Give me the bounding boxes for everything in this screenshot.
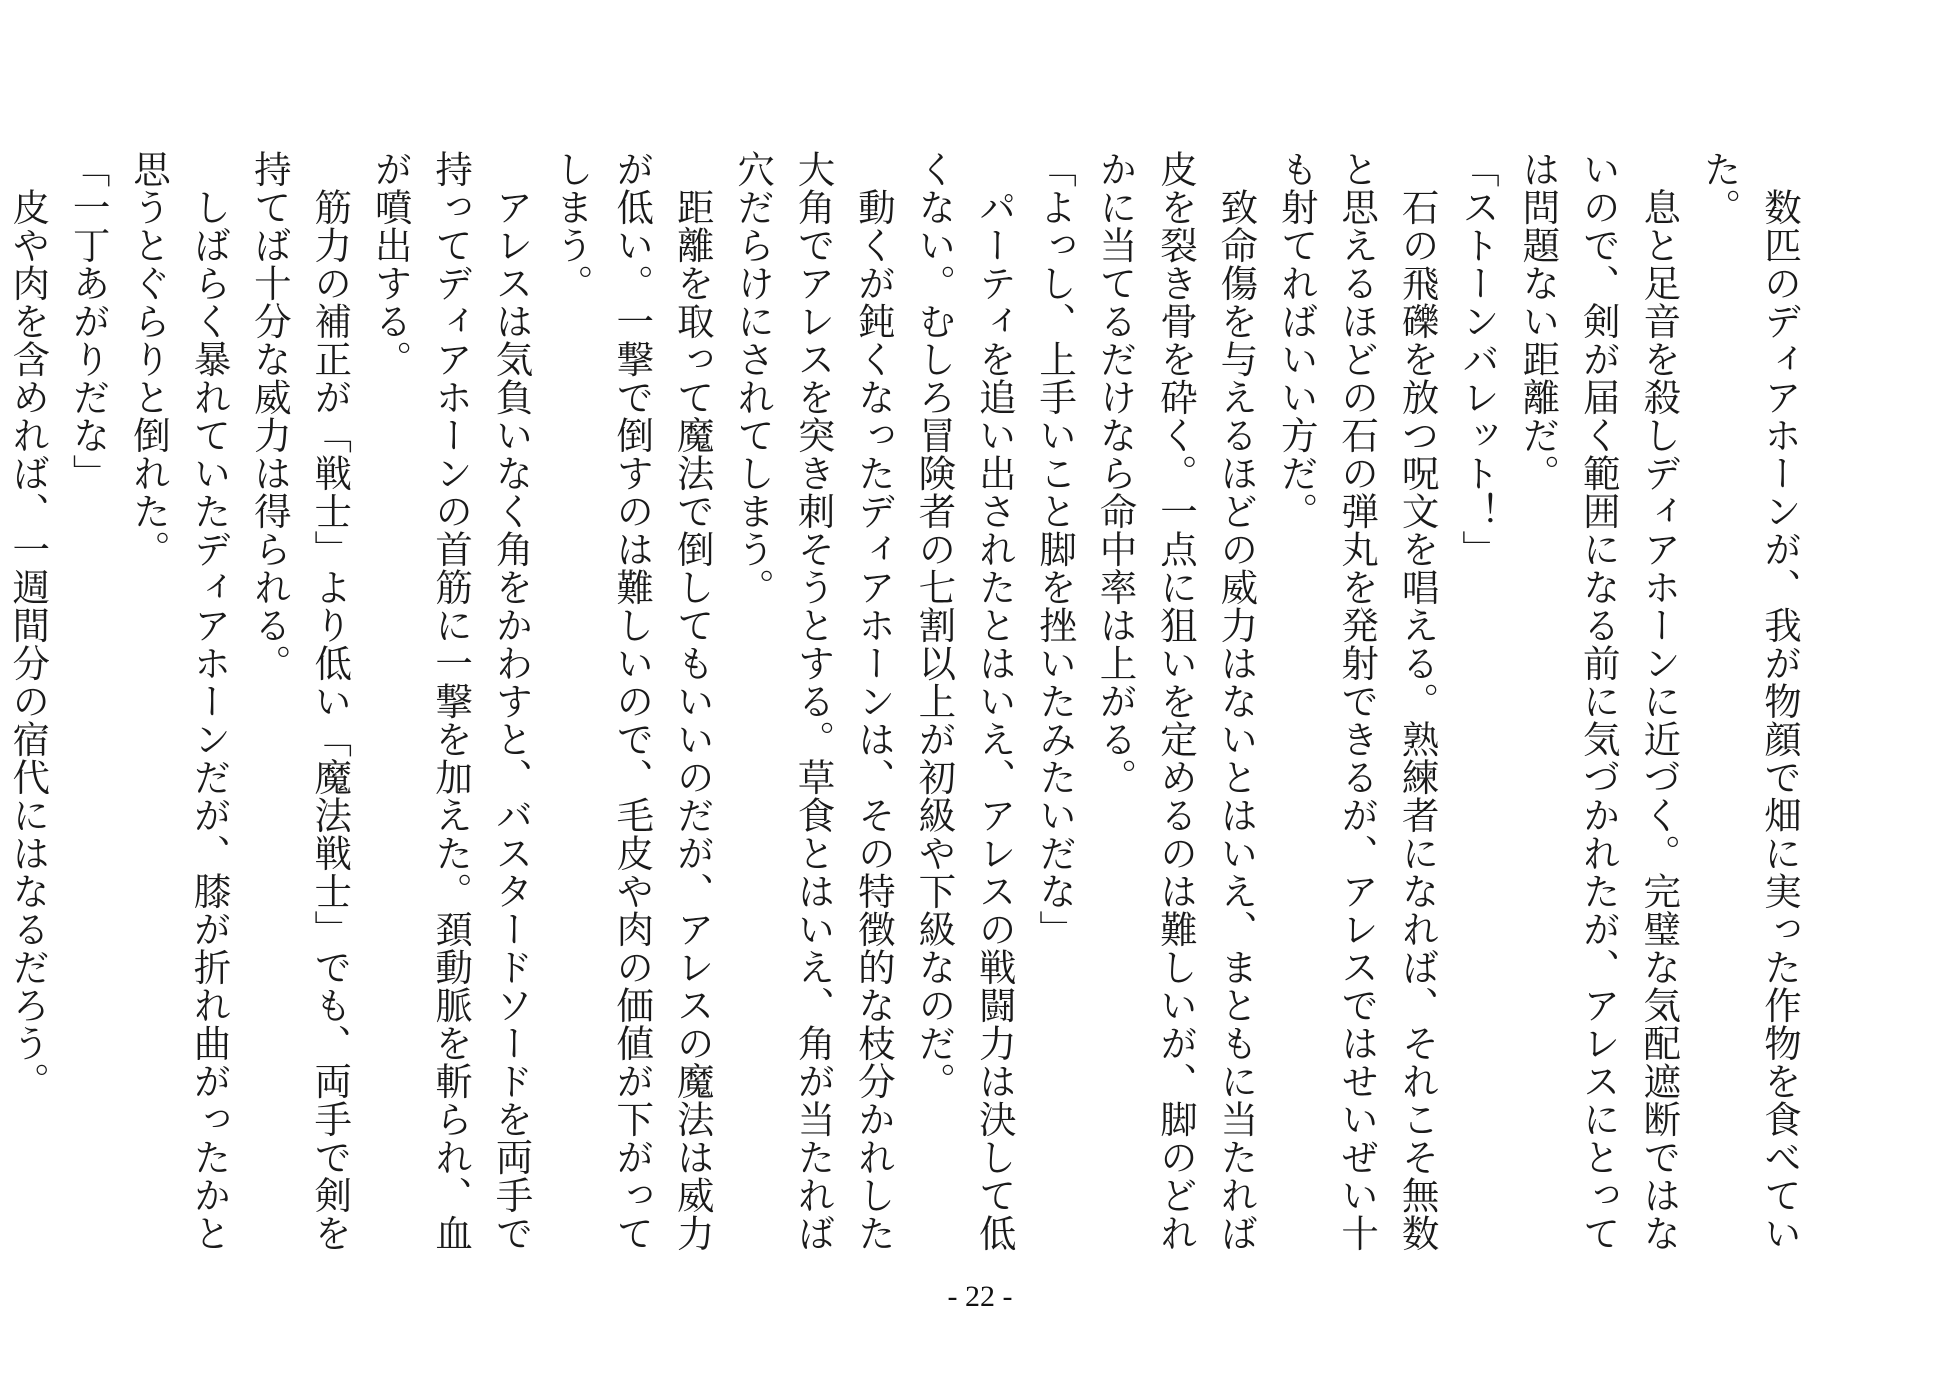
paragraph: 息と足音を殺しディアホーンに近づく。完璧な気配遮断ではないので、剣が届く範囲になる前に気づかれたが、アレスにとっては問題ない距離だ。 [1516, 150, 1682, 1252]
dialogue-line: 「よっし、上手いこと脚を挫いたみたいだな」 [1033, 150, 1078, 948]
paragraph: 数匹のディアホーンが、我が物顔で畑に実った作物を食べていた。 [1697, 150, 1802, 1252]
paragraph: アレスは気負いなく角をかわすと、バスタードソードを両手で持ってディアホーンの首筋に一撃を加えた。頚動脈を斬られ、血が噴出する。 [368, 150, 534, 1252]
paragraph: 筋力の補正が「戦士」より低い「魔法戦士」でも、両手で剣を持てば十分な威力は得られる。 [247, 150, 353, 1252]
vertical-body-text [6, 150, 1810, 1270]
paragraph: 石の飛礫を放つ呪文を唱える。熟練者になれば、それこそ無数と思えるほどの石の弾丸を発射できるが、アレスではせいぜい十も射てればいい方だ。 [1274, 150, 1440, 1252]
paragraph: 皮や肉を含めれば、一週間分の宿代にはなるだろう。 [6, 150, 51, 1100]
paragraph: 動くが鈍くなったディアホーンは、その特徴的な枝分かれした大角でアレスを突き刺そうとする。草食とはいえ、角が当たれば穴だらけにされてしまう。 [731, 150, 896, 1252]
paragraph: パーティを追い出されたとはいえ、アレスの戦闘力は決して低くない。むしろ冒険者の七割以上が初級や下級なのだ。 [912, 150, 1017, 1252]
page-number: - 22 - [947, 1280, 1013, 1313]
paragraph: しばらく暴れていたディアホーンだが、膝が折れ曲がったかと思うとぐらりと倒れた。 [127, 150, 232, 1252]
paragraph: 致命傷を与えるほどの威力はないとはいえ、まともに当たれば皮を裂き骨を砕く。一点に狙いを定めるのは難しいが、脚のどれかに当てるだけなら命中率は上がる。 [1093, 150, 1259, 1252]
dialogue-line: 「一丁あがりだな」 [66, 150, 111, 492]
dialogue-line: 「ストーンバレット！」 [1455, 150, 1500, 568]
paragraph: 距離を取って魔法で倒してもいいのだが、アレスの魔法は威力が低い。一撃で倒すのは難しいので、毛皮や肉の価値が下がってしまう。 [549, 150, 715, 1252]
